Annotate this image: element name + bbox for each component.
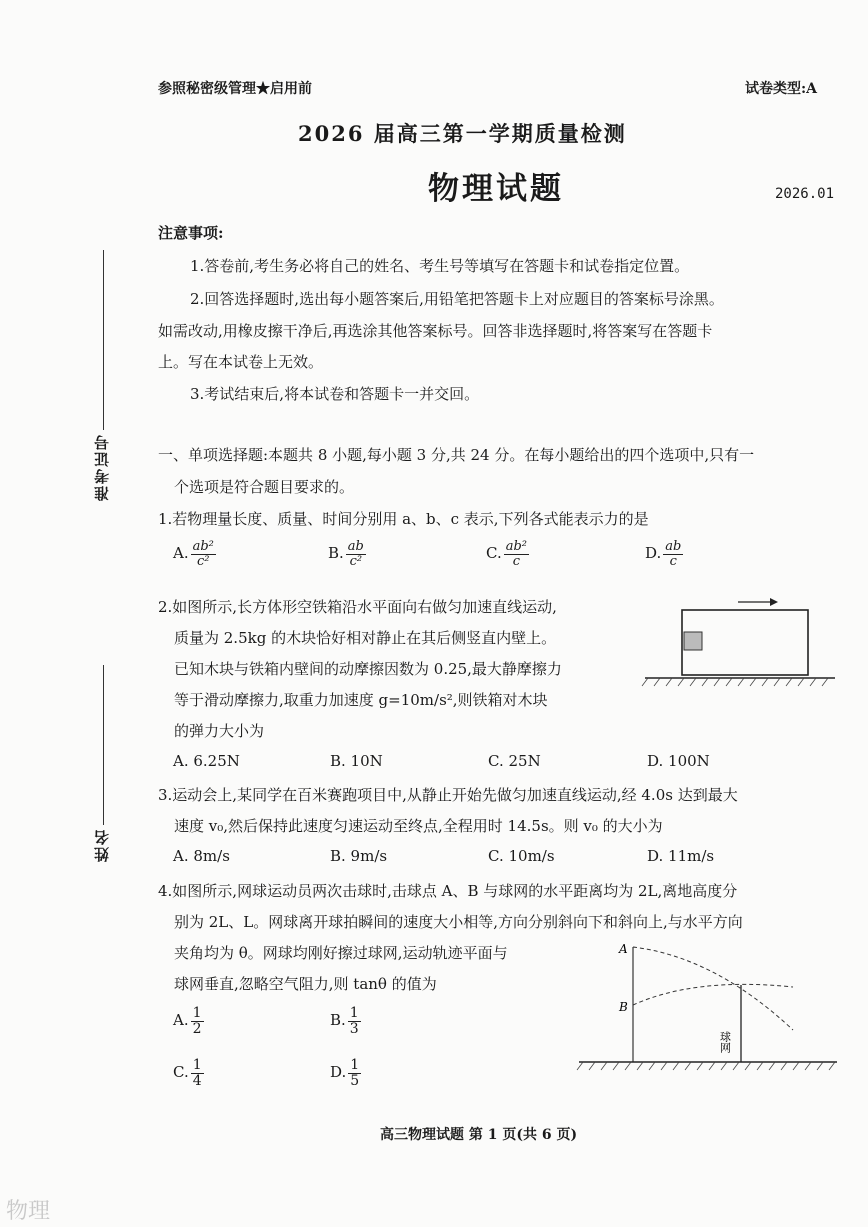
notice-item: 3.考试结束后,将本试卷和答题卡一并交回。: [190, 385, 480, 403]
notice-heading: 注意事项:: [158, 224, 224, 242]
q4-fraction: [348, 1006, 361, 1036]
q3-stem: 3.运动会上,某同学在百米赛跑项目中,从静止开始先做匀加速直线运动,经 4.0s 达到最大: [158, 786, 738, 804]
ground-hatching: [642, 678, 828, 686]
q4-fraction: [191, 1058, 204, 1088]
notice-item: 如需改动,用橡皮擦干净后,再选涂其他答案标号。回答非选择题时,将答案写在答题卡: [158, 322, 713, 340]
option-label: C.: [486, 544, 502, 563]
q3-option-d: D. 11m/s: [647, 847, 715, 865]
option-label: A.: [173, 544, 189, 563]
q1-fraction: [346, 540, 366, 568]
q4-figure: [575, 935, 840, 1075]
denominator: 5: [350, 1072, 360, 1089]
numerator: 1: [192, 1057, 202, 1073]
option-label: B.: [328, 544, 344, 563]
numerator: ab: [347, 539, 364, 554]
q2-stem: 的弹力大小为: [174, 722, 265, 740]
q3-option-a: A. 8m/s: [173, 847, 230, 865]
q4-stem: 别为 2L、L。网球离开球拍瞬间的速度大小相等,方向分别斜向下和斜向上,与水平方向: [174, 913, 743, 931]
q4-stem: 球网垂直,忽略空气阻力,则 tanθ 的值为: [174, 975, 437, 993]
q4-option-a: [173, 1006, 204, 1036]
denominator: 3: [349, 1020, 359, 1037]
numerator: 1: [349, 1005, 359, 1021]
section-heading: 一、单项选择题:本题共 8 小题,每小题 3 分,共 24 分。在每小题给出的四个选项中,只有一: [158, 446, 755, 464]
exam-id-line: [103, 250, 104, 430]
q1-fraction: [504, 540, 529, 568]
trajectory-b: [633, 984, 793, 1005]
notice-item: 上。写在本试卷上无效。: [158, 353, 324, 371]
q1-fraction: [663, 540, 683, 568]
exam-date: 2026.01: [775, 186, 835, 202]
q4-fraction: [191, 1006, 204, 1036]
section-heading-cont: 个选项是符合题目要求的。: [174, 478, 355, 496]
q4-option-c: [173, 1058, 204, 1088]
watermark-text: 物理: [6, 1199, 51, 1224]
denominator: 4: [192, 1072, 202, 1089]
paper-type: 试卷类型:A: [745, 81, 818, 97]
q3-option-c: C. 10m/s: [488, 847, 555, 865]
q4-stem: 4.如图所示,网球运动员两次击球时,击球点 A、B 与球网的水平距离均为 2L,离地高度分: [158, 882, 738, 900]
net-label: 球网: [718, 1031, 732, 1053]
trajectory-a: [633, 947, 793, 1030]
q4-option-d: [330, 1058, 361, 1088]
option-label: A.: [173, 1011, 189, 1030]
ground-hatching: [577, 1062, 835, 1070]
q2-stem: 2.如图所示,长方体形空铁箱沿水平面向右做匀加速直线运动,: [158, 598, 557, 616]
option-label: B.: [330, 1011, 346, 1030]
option-label: C.: [173, 1063, 189, 1082]
q2-option-d: D. 100N: [647, 752, 710, 770]
point-a-label: A: [619, 942, 628, 956]
wood-block: [684, 632, 702, 650]
denominator: 2: [192, 1020, 202, 1037]
point-b-label: B: [619, 1000, 628, 1014]
q1-option-d: [645, 540, 683, 568]
numerator: ab: [665, 539, 682, 554]
numerator: 1: [350, 1057, 360, 1073]
q3-option-b: B. 9m/s: [330, 847, 388, 865]
arrow-head: [770, 598, 778, 606]
q2-stem: 质量为 2.5kg 的木块恰好相对静止在其后侧竖直内壁上。: [174, 629, 557, 647]
q2-figure: [640, 592, 840, 692]
name-label: 姓名: [93, 828, 111, 862]
q2-option-a: A. 6.25N: [173, 752, 240, 770]
numerator: ab²: [505, 539, 528, 554]
name-line: [103, 665, 104, 825]
q4-option-b: [330, 1006, 361, 1036]
q4-stem: 夹角均为 θ。网球均刚好擦过球网,运动轨迹平面与: [174, 944, 508, 962]
numerator: ab²: [192, 539, 214, 554]
q4-fraction: [348, 1058, 361, 1088]
denominator: c²: [349, 553, 363, 569]
q1-option-c: [486, 540, 529, 568]
page-footer: 高三物理试题 第 1 页(共 6 页): [380, 1127, 578, 1143]
q1-option-a: [173, 540, 216, 568]
denominator: c: [512, 553, 520, 569]
q2-option-c: C. 25N: [488, 752, 541, 770]
denominator: c²: [197, 553, 210, 569]
notice-item: 2.回答选择题时,选出每小题答案后,用铅笔把答题卡上对应题目的答案标号涂黑。: [190, 290, 724, 308]
numerator: 1: [192, 1005, 202, 1021]
option-label: D.: [330, 1063, 347, 1082]
notice-item: 1.答卷前,考生务必将自己的姓名、考生号等填写在答题卡和试卷指定位置。: [190, 257, 690, 275]
option-label: D.: [645, 544, 662, 563]
q2-option-b: B. 10N: [330, 752, 383, 770]
q1-option-b: [328, 540, 366, 568]
q2-stem: 已知木块与铁箱内壁间的动摩擦因数为 0.25,最大静摩擦力: [174, 660, 562, 678]
exam-id-label: 准考证号: [93, 433, 111, 501]
q1-fraction: [191, 540, 216, 568]
q2-stem: 等于滑动摩擦力,取重力加速度 g=10m/s²,则铁箱对木块: [174, 691, 548, 709]
exam-title: 2026 届高三第一学期质量检测: [298, 121, 627, 146]
q3-stem: 速度 v₀,然后保持此速度匀速运动至终点,全程用时 14.5s。则 v₀ 的大小为: [174, 817, 663, 835]
subject-title: 物理试题: [428, 171, 564, 207]
secrecy-label: 参照秘密级管理★启用前: [158, 81, 312, 97]
q1-stem: 1.若物理量长度、质量、时间分别用 a、b、c 表示,下列各式能表示力的是: [158, 510, 649, 528]
denominator: c: [669, 553, 677, 569]
